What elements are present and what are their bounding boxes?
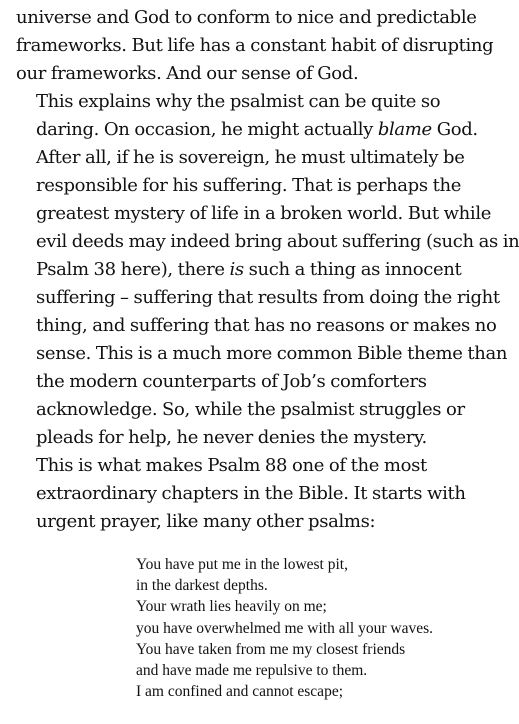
paragraph-1 <box>16 4 508 88</box>
text-line: pleads for help, he never denies the mystery. <box>36 427 427 448</box>
text-segment: daring. On occasion, he might actually <box>36 119 373 140</box>
psalm-quote <box>136 554 508 702</box>
text-line: frameworks. But life has a constant habit of disrupting <box>16 35 494 56</box>
text-line <box>16 256 508 284</box>
quote-line: You have put me in the lowest pit, <box>136 556 348 573</box>
emphasis-text: blame <box>377 119 432 140</box>
text-line: our frameworks. And our sense of God. <box>16 63 359 84</box>
quote-line: and have made me repulsive to them. <box>136 662 368 680</box>
text-line: urgent prayer, like many other psalms: <box>36 511 376 532</box>
text-line <box>16 116 508 144</box>
book-page <box>16 4 519 702</box>
text-line: thing, and suffering that has no reasons or makes no <box>36 315 497 336</box>
paragraph-2 <box>16 88 519 452</box>
text-line: After all, if he is sovereign, he must ultimately be <box>36 147 465 168</box>
text-line: greatest mystery of life in a broken world. But while <box>36 203 492 224</box>
text-line: the modern counterparts of Job’s comforters <box>36 371 427 392</box>
quote-line: in the darkest depths. <box>136 577 268 595</box>
text-line: This is what makes Psalm 88 one of the most <box>36 455 427 476</box>
text-line: universe and God to conform to nice and predictable <box>16 7 477 28</box>
text-segment: such a thing as innocent <box>248 259 462 280</box>
text-line: acknowledge. So, while the psalmist struggles or <box>36 399 465 420</box>
quote-line: Your wrath lies heavily on me; <box>136 598 327 616</box>
quote-line: you have overwhelmed me with all your waves. <box>136 619 433 637</box>
text-segment: God. <box>436 119 478 140</box>
text-line: evil deeds may indeed bring about suffering (such as in <box>36 231 519 252</box>
text-line: extraordinary chapters in the Bible. It starts with <box>36 483 466 504</box>
emphasis-text: is <box>229 259 244 280</box>
text-line: responsible for his suffering. That is perhaps the <box>36 175 462 196</box>
text-line: This explains why the psalmist can be quite so <box>36 91 441 112</box>
text-segment: Psalm 38 here), there <box>36 259 225 280</box>
text-line: sense. This is a much more common Bible theme than <box>36 343 508 364</box>
quote-line: I am confined and cannot escape; <box>136 683 344 701</box>
text-line: suffering – suffering that results from doing the right <box>36 287 500 308</box>
quote-line: You have taken from me my closest friends <box>136 640 406 658</box>
paragraph-3 <box>16 452 508 536</box>
